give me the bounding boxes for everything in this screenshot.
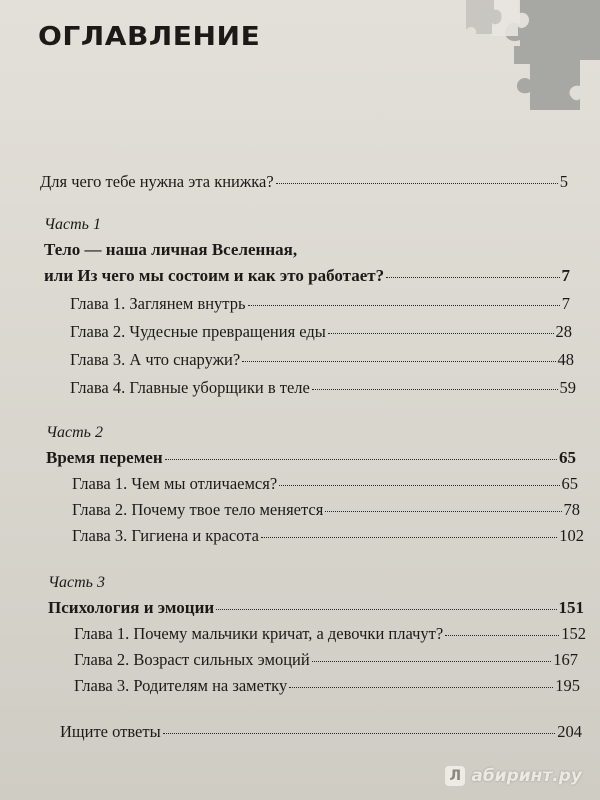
- dot-leader: [289, 687, 553, 688]
- part-label: Часть 2: [46, 424, 103, 441]
- toc-entry-chapter: [74, 650, 578, 670]
- dot-leader: [279, 485, 559, 486]
- dot-leader: [312, 661, 552, 662]
- toc-entry-chapter: [70, 322, 572, 342]
- entry-title: Глава 1. Чем мы отличаемся?: [72, 474, 278, 493]
- part-label: Часть 3: [48, 574, 105, 591]
- entry-page: 28: [555, 322, 572, 341]
- entry-page: 152: [561, 624, 586, 643]
- labirint-watermark: [445, 766, 582, 786]
- toc-entry-part: [46, 448, 576, 468]
- entry-title: Глава 3. Родителям на заметку: [74, 676, 288, 695]
- toc-entry-part: [48, 598, 584, 618]
- watermark-text: абиринт.ру: [471, 766, 582, 786]
- toc-entry-chapter: [74, 676, 580, 696]
- entry-page: 78: [563, 500, 580, 519]
- entry-title: Психология и эмоции: [48, 598, 215, 617]
- entry-page: 7: [561, 294, 570, 313]
- dot-leader: [216, 609, 556, 610]
- dot-leader: [165, 459, 557, 460]
- entry-page: 5: [559, 172, 568, 191]
- dot-leader: [328, 333, 554, 334]
- entry-title: Для чего тебе нужна эта книжка?: [40, 172, 274, 191]
- entry-page: 102: [559, 526, 584, 545]
- dot-leader: [242, 361, 555, 362]
- entry-page: 204: [557, 722, 582, 741]
- dot-leader: [163, 733, 556, 734]
- entry-title: Глава 2. Чудесные превращения еды: [70, 322, 326, 341]
- dot-leader: [325, 511, 561, 512]
- dot-leader: [276, 183, 558, 184]
- entry-page: 48: [557, 350, 574, 369]
- toc-entry-part: [44, 266, 570, 286]
- entry-title: Глава 3. Гигиена и красота: [72, 526, 259, 545]
- dot-leader: [386, 277, 559, 278]
- entry-page: 195: [555, 676, 580, 695]
- page-title: ОГЛАВЛЕНИЕ: [38, 22, 261, 52]
- entry-title: Ищите ответы: [60, 722, 161, 741]
- entry-title: Глава 3. А что снаружи?: [70, 350, 241, 369]
- entry-page: 167: [553, 650, 578, 669]
- toc-entry-chapter: [74, 624, 586, 644]
- toc-entry-chapter: [72, 474, 578, 494]
- toc-entry-chapter: [72, 500, 580, 520]
- entry-title: Глава 4. Главные уборщики в теле: [70, 378, 310, 397]
- toc-entry-chapter: [70, 350, 574, 370]
- entry-title: или Из чего мы состоим и как это работает?: [44, 266, 385, 285]
- dot-leader: [261, 537, 557, 538]
- toc-entry-chapter: [70, 294, 570, 314]
- entry-page: 65: [561, 474, 578, 493]
- entry-title: Глава 2. Возраст сильных эмоций: [74, 650, 310, 669]
- dot-leader: [248, 305, 560, 306]
- dot-leader: [312, 389, 558, 390]
- toc-entry-outro: [60, 722, 582, 742]
- entry-page: 7: [561, 266, 570, 285]
- dot-leader: [445, 635, 559, 636]
- entry-page: 59: [559, 378, 576, 397]
- entry-title: Глава 1. Почему мальчики кричат, а девочки плачут?: [74, 624, 444, 643]
- toc-entry-chapter: [72, 526, 584, 546]
- labirint-logo-icon: Л: [445, 766, 465, 786]
- entry-page: 65: [559, 448, 576, 467]
- part-label: Часть 1: [44, 216, 101, 233]
- part-title: Тело — наша личная Вселенная,: [44, 240, 298, 259]
- toc-entry-intro: [40, 172, 568, 192]
- entry-title: Глава 2. Почему твое тело меняется: [72, 500, 324, 519]
- entry-page: 151: [558, 598, 584, 617]
- entry-title: Время перемен: [46, 448, 163, 467]
- toc-entry-chapter: [70, 378, 576, 398]
- entry-title: Глава 1. Заглянем внутрь: [70, 294, 246, 313]
